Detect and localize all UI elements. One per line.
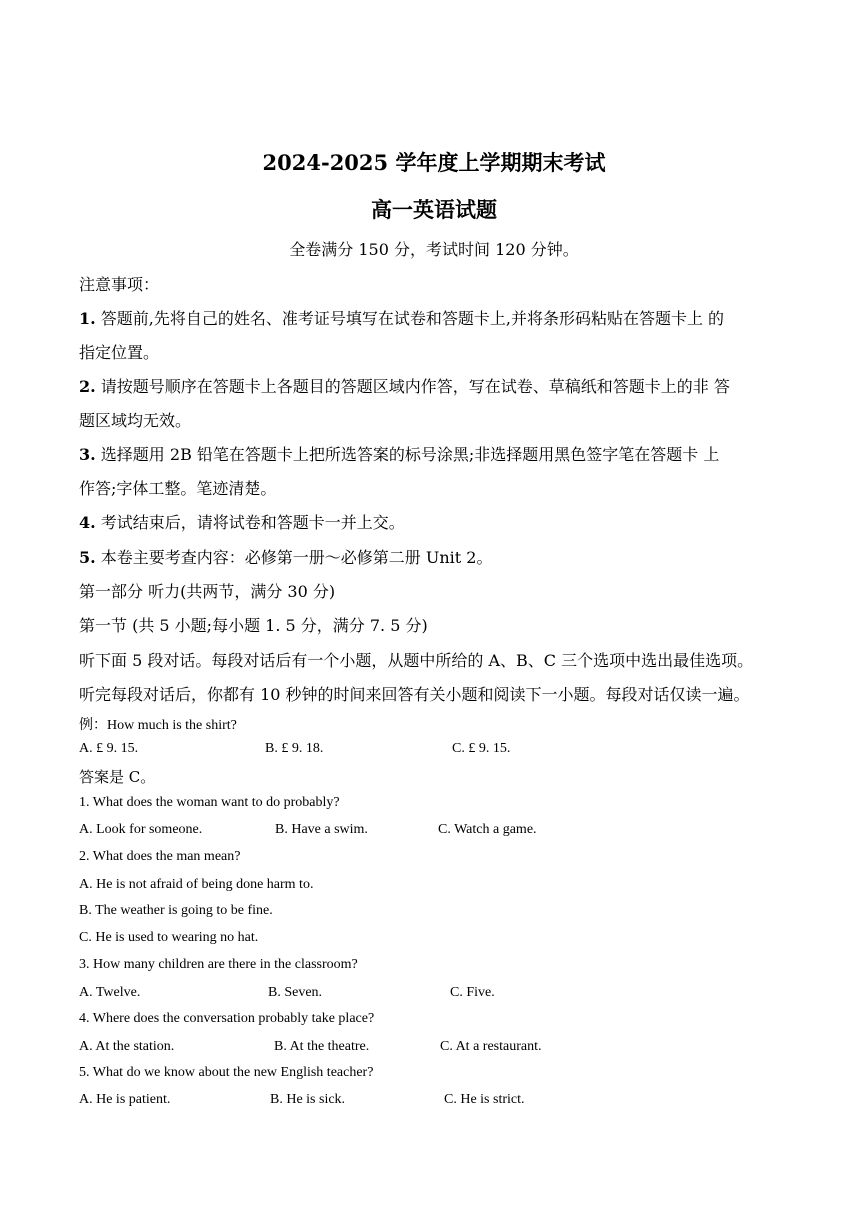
question-5-option-a: A. He is patient.	[79, 1092, 171, 1107]
question-4-option-a: A. At the station.	[79, 1039, 175, 1054]
example-answer: 答案是 C。	[79, 768, 156, 786]
question-3-option-b: B. Seven.	[268, 985, 323, 1000]
notice-item-3-line-1: 3. 选择题用 2B 铅笔在答题卡上把所选答案的标号涂黑;非选择题用黑色签字笔在答题卡 上	[79, 445, 720, 464]
question-5-option-b: B. He is sick.	[270, 1092, 346, 1107]
question-3-option-a: A. Twelve.	[79, 985, 141, 1000]
part1-heading: 第一部分 听力(共两节，满分 30 分)	[79, 582, 336, 601]
notice-heading: 注意事项：	[79, 275, 160, 294]
notice-item-1-line-2: 指定位置。	[79, 343, 160, 362]
question-5: 5. What do we know about the new English teacher?	[79, 1065, 374, 1080]
question-2: 2. What does the man mean?	[79, 849, 241, 864]
section1-heading: 第一节 (共 5 小题;每小题 1. 5 分，满分 7. 5 分)	[79, 616, 428, 635]
exam-info: 全卷满分 150 分，考试时间 120 分钟。	[289, 240, 579, 259]
example-option-c: C. £ 9. 15.	[452, 741, 511, 756]
question-1-option-a: A. Look for someone.	[79, 822, 203, 837]
exam-title: 2024-2025 学年度上学期期末考试	[262, 150, 606, 175]
exam-subtitle: 高一英语试题	[371, 197, 497, 222]
notice-item-2-line-1: 2. 请按题号顺序在答题卡上各题目的答题区域内作答，写在试卷、草稿纸和答题卡上的非 答	[79, 377, 730, 396]
question-4-option-b: B. At the theatre.	[274, 1039, 370, 1054]
notice-item-4: 4. 考试结束后，请将试卷和答题卡一并上交。	[79, 513, 405, 532]
question-1: 1. What does the woman want to do probably?	[79, 795, 340, 810]
notice-item-3-line-2: 作答;字体工整。笔迹清楚。	[79, 479, 277, 498]
instruction-line-2: 听完每段对话后，你都有 10 秒钟的时间来回答有关小题和阅读下一小题。每段对话仅读一遍。	[79, 685, 750, 704]
question-2-option-c: C. He is used to wearing no hat.	[79, 930, 259, 945]
example-option-a: A. £ 9. 15.	[79, 741, 139, 756]
question-3-option-c: C. Five.	[450, 985, 495, 1000]
question-2-option-a: A. He is not afraid of being done harm to.	[79, 877, 314, 892]
notice-item-1-line-1: 1. 答题前,先将自己的姓名、准考证号填写在试卷和答题卡上,并将条形码粘贴在答题卡上 的	[79, 309, 725, 328]
question-1-option-c: C. Watch a game.	[438, 822, 537, 837]
question-2-option-b: B. The weather is going to be fine.	[79, 903, 273, 918]
question-3: 3. How many children are there in the classroom?	[79, 957, 358, 972]
example-option-b: B. £ 9. 18.	[265, 741, 324, 756]
question-4-option-c: C. At a restaurant.	[440, 1039, 542, 1054]
question-1-option-b: B. Have a swim.	[275, 822, 368, 837]
question-4: 4. Where does the conversation probably take place?	[79, 1011, 375, 1026]
question-5-option-c: C. He is strict.	[444, 1092, 525, 1107]
instruction-line-1: 听下面 5 段对话。每段对话后有一个小题，从题中所给的 A、B、C 三个选项中选出最佳选项。	[79, 651, 754, 670]
notice-item-5: 5. 本卷主要考查内容：必修第一册～必修第二册 Unit 2。	[79, 548, 493, 567]
notice-item-2-line-2: 题区域均无效。	[79, 411, 192, 430]
example-question: 例：How much is the shirt?	[79, 718, 237, 733]
